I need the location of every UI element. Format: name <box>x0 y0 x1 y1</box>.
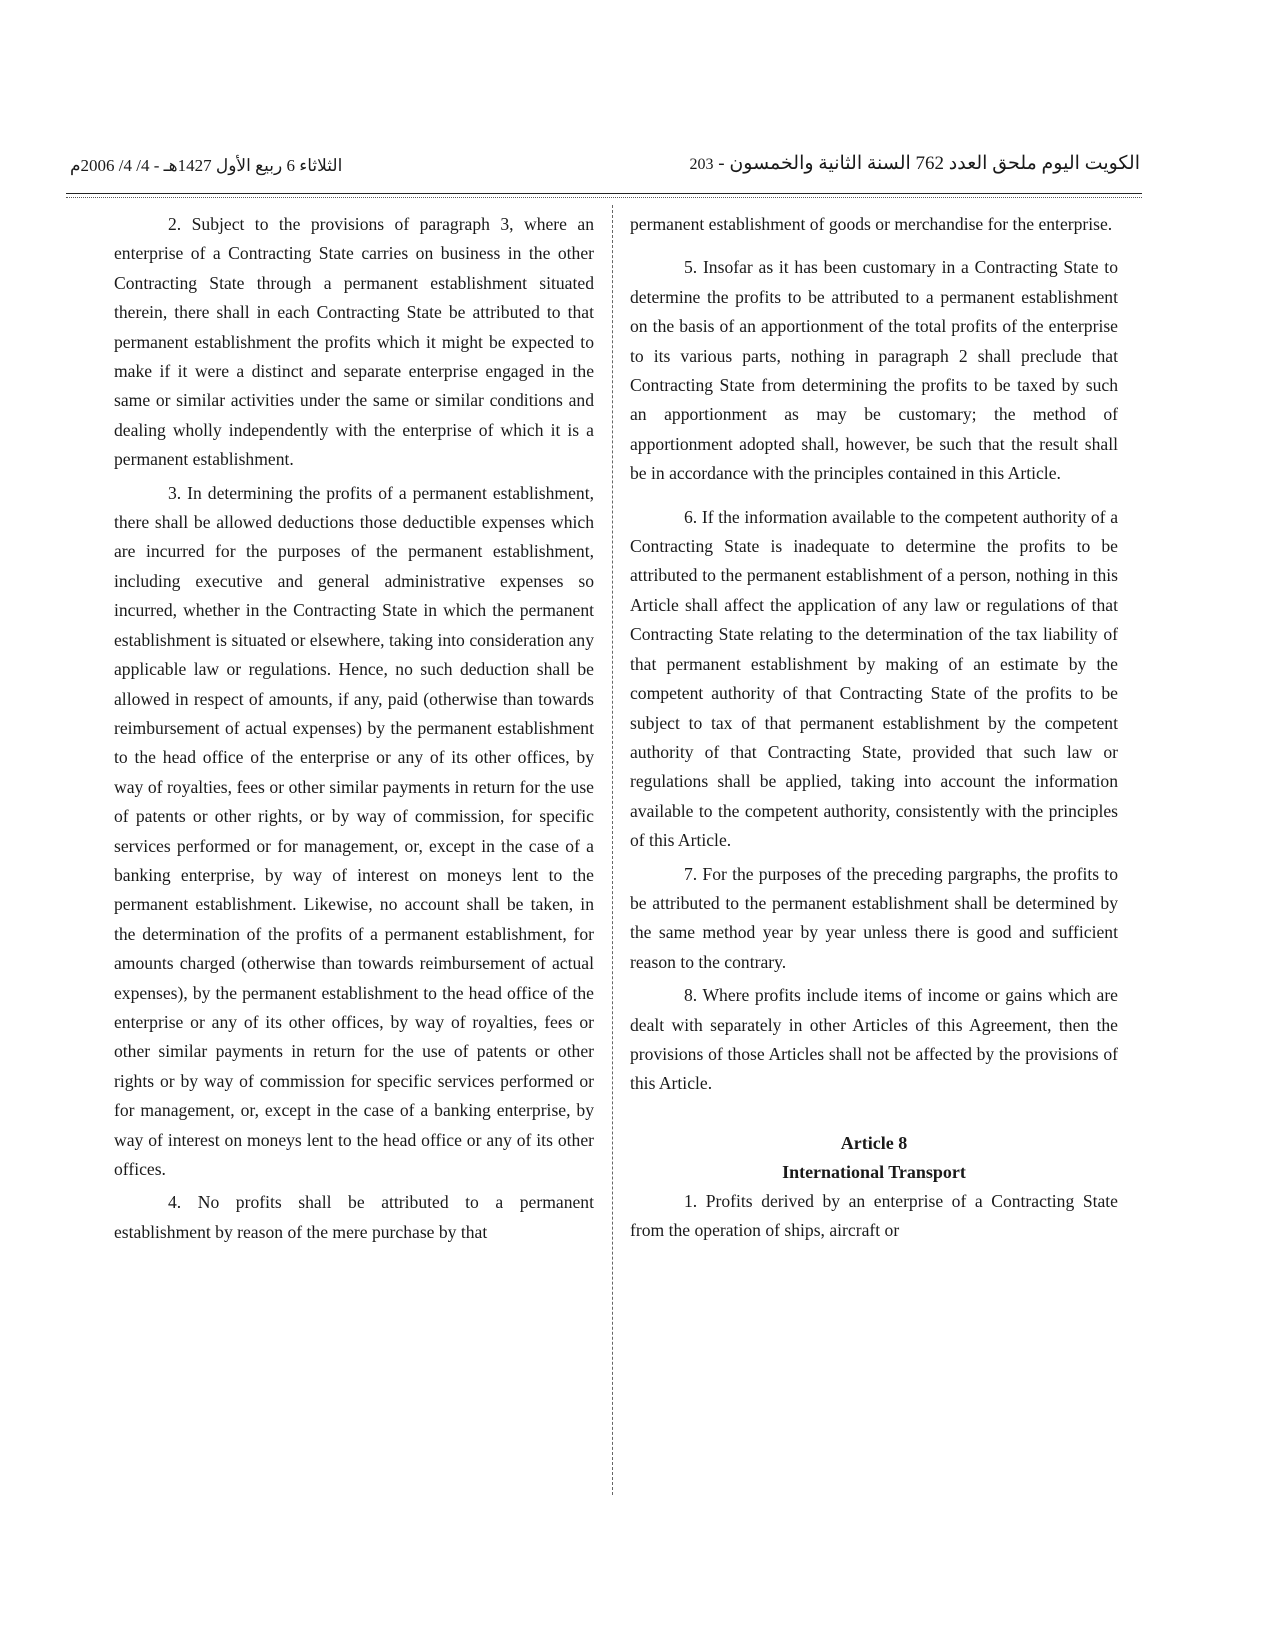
header-title: الكويت اليوم ملحق العدد 762 السنة الثانية والخمسون - <box>718 153 1140 174</box>
article-heading: Article 8 <box>840 1132 908 1153</box>
right-column <box>630 210 1118 1250</box>
paragraph-4-continued: permanent establishment of goods or merchandise for the enterprise. <box>630 214 1113 234</box>
header-date: الثلاثاء 6 ربيع الأول 1427هـ - 4/ 4/ 2006م <box>70 156 343 175</box>
column-divider <box>612 205 613 1495</box>
paragraph-4: 4. No profits shall be attributed to a permanent establishment by reason of the mere purchase by that <box>114 1192 594 1242</box>
paragraph-7: 7. For the purposes of the preceding pargraphs, the profits to be attributed to the permanent establishment shall be determined by the same method year by year unless there is good and sufficient reason to the contrary. <box>630 863 1118 972</box>
header-dotted-rule <box>66 197 1142 198</box>
paragraph-2: 2. Subject to the provisions of paragraph 3, where an enterprise of a Contracting State carries on business in the other Contracting State through a permanent establishment situated therein, there shall in each Contracting State be attributed to that permanent establishment the profits which it might be expected to make if it were a distinct and separate enterprise engaged in the same or similar activities under the same or similar conditions and dealing wholly independently with the enterprise of which it is a permanent establishment. <box>114 214 594 470</box>
page-header <box>70 152 1140 192</box>
header-rule <box>66 193 1142 194</box>
header-publication <box>674 152 1140 175</box>
paragraph-3: 3. In determining the profits of a permanent establishment, there shall be allowed deductions those deductible expenses which are incurred for the purposes of the permanent establishment, including executive and general administrative expenses so incurred, whether in the Contracting State in which the permanent establishment is situated or elsewhere, taking into consideration any applicable law or regulations. Hence, no such deduction shall be allowed in respect of amounts, if any, paid (otherwise than towards reimbursement of actual expenses) by the permanent establishment to the head office of the enterprise or any of its other offices, by way of royalties, fees or other similar payments in return for the use of patents or other rights, or by way of commission, for specific services performed or for management, or, except in the case of a banking enterprise, by way of interest on moneys lent to the permanent establishment. Likewise, no account shall be taken, in the determination of the profits of a permanent establishment, for amounts charged (otherwise than towards reimbursement of actual expenses), by the permanent establishment to the head office of the enterprise or any of its other offices, by way of royalties, fees or other similar payments in return for the use of patents or other rights or by way of commission for specific services performed or for management, or, except in the case of a banking enterprise, by way of interest on moneys lent to the head office or any of its other offices. <box>114 482 594 1179</box>
page-number: 203 <box>689 156 714 173</box>
article-8-paragraph-1: 1. Profits derived by an enterprise of a Contracting State from the operation of ships, aircraft or <box>630 1190 1118 1241</box>
paragraph-5: 5. Insofar as it has been customary in a Contracting State to determine the profits to be attributed to a permanent establishment on the basis of an apportionment of the total profits of the enterprise to its various parts, nothing in paragraph 2 shall preclude that Contracting State from determining the profits to be taxed by such an apportionment as may be customary; the method of apportionment adopted shall, however, be such that the result shall be in accordance with the principles contained in this Article. <box>630 257 1118 484</box>
left-column <box>114 210 594 1251</box>
paragraph-6: 6. If the information available to the competent authority of a Contracting State is inadequate to determine the profits to be attributed to the permanent establishment of a person, nothing in this Article shall affect the application of any law or regulations of that Contracting State relating to the determination of the tax liability of that permanent establishment by making of an estimate by the competent authority of that Contracting State of the profits to be subject to tax of that permanent establishment by the competent authority of that Contracting State, provided that such law or regulations shall be applied, taking into account the information available to the competent authority, consistently with the principles of this Article. <box>630 506 1118 851</box>
paragraph-8: 8. Where profits include items of income or gains which are dealt with separately in other Articles of this Agreement, then the provisions of those Articles shall not be affected by the provisions of this Article. <box>630 985 1118 1094</box>
article-title: International Transport <box>782 1161 966 1182</box>
